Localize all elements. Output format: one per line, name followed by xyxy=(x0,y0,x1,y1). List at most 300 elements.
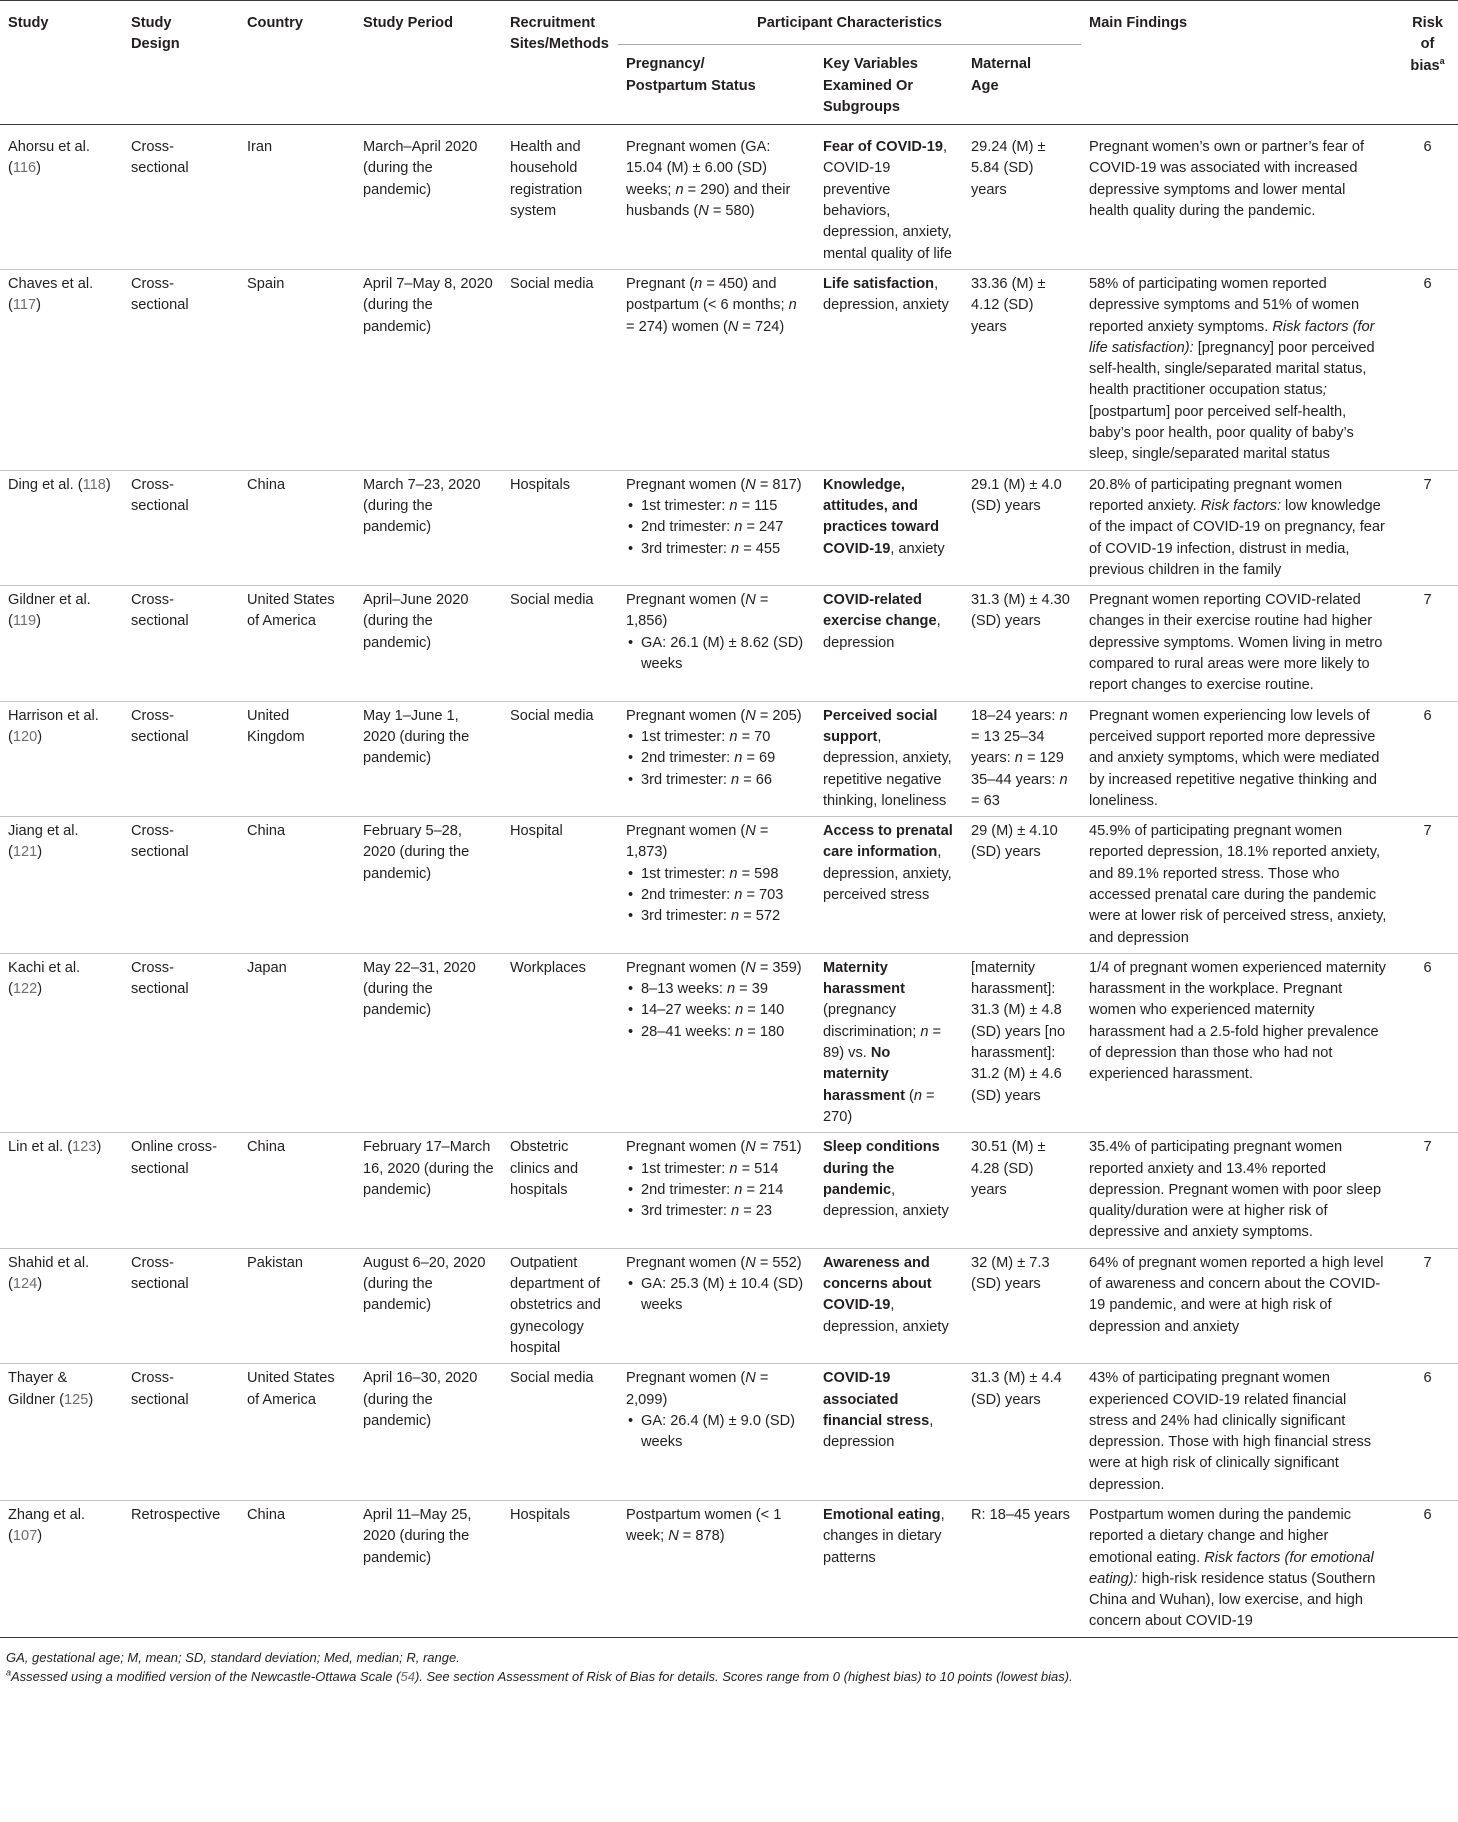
text-run: = 1,856) xyxy=(626,592,769,630)
risk-score: 7 xyxy=(1423,823,1432,840)
text-run: = 2,099) xyxy=(626,1370,769,1408)
maternal-age: [maternity harassment]: 31.3 (M) ± 4.8 (SD) years [no harassment]: 31.2 (M) ± 4.6 (SD) years xyxy=(971,959,1066,1104)
text-run: = 878) xyxy=(678,1528,725,1545)
text-run: = 290) and their husbands ( xyxy=(626,181,791,220)
text-run: N xyxy=(745,707,756,724)
table-row xyxy=(0,1133,1458,1248)
cell-study: Kachi et al. (122) xyxy=(8,959,81,998)
text-run: = 724) xyxy=(738,318,785,335)
text-run: = 580) xyxy=(708,203,755,220)
cell-key-variables xyxy=(815,1364,963,1501)
cell-recruitment xyxy=(502,817,618,954)
study-author: Jiang et al. xyxy=(8,823,79,840)
cell-maternal-age xyxy=(963,125,1081,270)
country: Japan xyxy=(247,959,287,976)
text-run: 3rd trimester: xyxy=(641,908,732,925)
cell-study-design xyxy=(123,125,239,270)
text-run: , depression, anxiety xyxy=(823,1181,949,1220)
text-run: 1st trimester: xyxy=(641,728,730,745)
text-run: n xyxy=(729,497,738,514)
study-reference: 121 xyxy=(12,844,38,861)
study-author: Ding et al. xyxy=(8,476,74,493)
study-reference: 107 xyxy=(12,1528,38,1545)
cell-risk-of-bias xyxy=(1397,269,1458,470)
text-run: n xyxy=(913,1087,922,1104)
cell-study-period xyxy=(355,1133,502,1248)
text-run: No maternity harassment xyxy=(823,1045,905,1104)
study-author: Shahid et al. xyxy=(8,1254,90,1271)
text-run: Pregnant women experiencing low levels of perceived support reported more depressive and anxiety symptoms, which were mediated by increased repetitive negative thinking and loneliness. xyxy=(1089,707,1380,809)
text-run: n xyxy=(731,908,740,925)
header-pregnancy-status: Pregnancy/ Postpartum Status xyxy=(626,56,756,94)
cell-pregnancy-status xyxy=(618,125,815,270)
status-summary xyxy=(626,821,807,864)
text-run: = 23 xyxy=(739,1203,773,1220)
cell-recruitment xyxy=(502,125,618,270)
cell-risk-of-bias xyxy=(1397,1133,1458,1248)
text-run: COVID-19 associated financial stress xyxy=(823,1370,930,1429)
text-run: Pregnant women ( xyxy=(626,1370,746,1387)
text-run: 2nd trimester: xyxy=(641,1181,735,1198)
status-subgroups xyxy=(626,633,807,676)
maternal-age: 33.36 (M) ± 4.12 (SD) years xyxy=(971,275,1046,335)
subgroup-item xyxy=(626,517,807,538)
subgroup-item xyxy=(626,770,807,791)
text-run: = 180 xyxy=(743,1023,785,1040)
cell-country xyxy=(239,125,355,270)
recruitment-sites: Social media xyxy=(510,707,594,724)
text-run: = 514 xyxy=(737,1160,779,1177)
text-run: 28–41 weeks: xyxy=(641,1023,736,1040)
text-run: high-risk residence status (Southern China and Wuhan), low exercise, and high concern about COVID-19 xyxy=(1089,1570,1376,1630)
text-run: Risk factors: xyxy=(1200,497,1281,514)
country: Spain xyxy=(247,275,285,292)
text-run: = 70 xyxy=(737,728,771,745)
maternal-age: 29 (M) ± 4.10 (SD) years xyxy=(971,823,1058,861)
text-run: , depression, anxiety xyxy=(823,275,949,314)
cell-study: Zhang et al. (107) xyxy=(8,1507,86,1545)
status-summary xyxy=(626,1505,807,1548)
cell-maternal-age xyxy=(963,269,1081,470)
status-subgroups xyxy=(626,979,807,1043)
recruitment-sites: Hospital xyxy=(510,823,563,840)
text-run: = 214 xyxy=(742,1181,784,1198)
maternal-age: 31.3 (M) ± 4.30 (SD) years xyxy=(971,592,1070,630)
text-run: Pregnant women ( xyxy=(626,592,746,609)
cell-key-variables xyxy=(815,1133,963,1248)
text-run: 45.9% of participating pregnant women reported depression, 18.1% reported anxiety, and 89.1% reported stress. Those who accessed prenatal care during the pandemic were at lower risk of perceived stress, anxiety, and depression xyxy=(1089,823,1387,946)
text-run: = 274) women ( xyxy=(626,318,728,335)
cell-study-design xyxy=(123,269,239,470)
text-run: n xyxy=(729,865,738,882)
text-run: 64% of pregnant women reported a high level of awareness and concern about the COVID-19 pandemic, and were at high risk of depression and anxiety xyxy=(1089,1254,1384,1335)
text-run: , depression, anxiety, repetitive negative thinking, loneliness xyxy=(823,728,952,809)
cell-main-findings xyxy=(1081,470,1397,585)
text-run: 1st trimester: xyxy=(641,1160,730,1177)
recruitment-sites: Obstetric clinics and hospitals xyxy=(510,1139,579,1198)
text-run: 2nd trimester: xyxy=(641,886,735,903)
subgroup-item xyxy=(626,864,807,885)
subgroup-item xyxy=(626,1274,807,1317)
status-summary xyxy=(626,274,807,338)
table-row xyxy=(0,470,1458,585)
text-run: = 455 xyxy=(739,540,781,557)
text-run: = 63 xyxy=(971,792,1000,809)
subgroup-item xyxy=(626,1022,807,1043)
text-run: n xyxy=(1059,771,1068,788)
text-run: n xyxy=(734,1181,743,1198)
text-run: n xyxy=(1059,707,1068,724)
cell-study-period xyxy=(355,701,502,816)
text-run: 2nd trimester: xyxy=(641,519,735,536)
cell-pregnancy-status xyxy=(618,953,815,1132)
cell-study-period xyxy=(355,1248,502,1363)
study-period: April–June 2020 (during the pandemic) xyxy=(363,592,469,651)
subgroup-item xyxy=(626,1411,807,1454)
study-design: Cross-sectional xyxy=(131,959,189,998)
text-run: , depression xyxy=(823,613,941,651)
cell-main-findings xyxy=(1081,953,1397,1132)
study-author: Gildner et al. xyxy=(8,592,91,609)
text-run: N xyxy=(745,1370,756,1387)
text-run: n xyxy=(727,981,736,998)
cell-study-design xyxy=(123,701,239,816)
header-study-design: Study Design xyxy=(123,1,239,125)
text-run: = 69 xyxy=(742,750,776,767)
study-design: Cross-sectional xyxy=(131,275,189,314)
cell-study: Gildner et al. (119) xyxy=(8,592,91,630)
header-study-period: Study Period xyxy=(355,1,502,125)
text-run: n xyxy=(731,540,740,557)
footnote-abbreviations: GA, gestational age; M, mean; SD, standard deviation; Med, median; R, range. xyxy=(6,1649,460,1665)
cell-key-variables xyxy=(815,586,963,701)
risk-score: 6 xyxy=(1423,707,1432,724)
cell-maternal-age xyxy=(963,586,1081,701)
cell-study: Shahid et al. (124) xyxy=(8,1254,90,1293)
subgroup-item xyxy=(626,906,807,927)
risk-score: 6 xyxy=(1423,1370,1432,1387)
cell-main-findings xyxy=(1081,1501,1397,1638)
text-run: N xyxy=(698,203,709,220)
study-reference: 122 xyxy=(12,981,38,998)
cell-pregnancy-status xyxy=(618,1501,815,1638)
text-run: 8–13 weeks: xyxy=(641,981,727,998)
text-run: COVID-related exercise change xyxy=(823,592,937,630)
status-subgroups xyxy=(626,864,807,928)
text-run: = 572 xyxy=(739,908,781,925)
cell-pregnancy-status xyxy=(618,1248,815,1363)
text-run: [postpartum] poor perceived self-health, baby’s poor health, poor quality of baby’s sleep, single/separated marital status xyxy=(1089,403,1354,463)
study-period: February 5–28, 2020 (during the pandemic) xyxy=(363,823,470,882)
text-run: GA: 26.4 (M) ± 9.0 (SD) weeks xyxy=(641,1412,795,1451)
header-risk-of-bias: Risk of bias$^a$ xyxy=(1397,1,1458,125)
cell-maternal-age xyxy=(963,1248,1081,1363)
text-run: Risk factors (for life satisfaction): xyxy=(1089,318,1375,356)
text-run: N xyxy=(745,823,756,840)
cell-risk-of-bias xyxy=(1397,470,1458,585)
study-author: Lin et al. xyxy=(8,1139,64,1156)
cell-recruitment xyxy=(502,1248,618,1363)
table-row xyxy=(0,1364,1458,1501)
text-run: n xyxy=(694,275,703,292)
cell-country xyxy=(239,1501,355,1638)
recruitment-sites: Hospitals xyxy=(510,1507,571,1523)
text-run: = 205) xyxy=(755,707,802,724)
cell-key-variables xyxy=(815,125,963,270)
text-run: Postpartum women (< 1 week; xyxy=(626,1507,782,1545)
cell-pregnancy-status xyxy=(618,269,815,470)
text-run: = 270) xyxy=(823,1087,935,1125)
text-run: 3rd trimester: xyxy=(641,1203,732,1220)
text-run: = 140 xyxy=(743,1002,785,1019)
text-run: N xyxy=(745,1139,756,1156)
text-run: Knowledge, attitudes, and practices toward COVID-19 xyxy=(823,476,939,557)
cell-recruitment xyxy=(502,1133,618,1248)
study-reference: 120 xyxy=(12,728,38,745)
text-run: , depression, anxiety, perceived stress xyxy=(823,844,952,903)
cell-study-period xyxy=(355,817,502,954)
study-author: Kachi et al. xyxy=(8,959,81,976)
cell-study-period xyxy=(355,953,502,1132)
cell-key-variables xyxy=(815,701,963,816)
text-run: , depression, anxiety xyxy=(823,1297,949,1335)
cell-country xyxy=(239,470,355,585)
recruitment-sites: Social media xyxy=(510,275,594,292)
text-run: Access to prenatal care information xyxy=(823,823,953,861)
cell-risk-of-bias xyxy=(1397,586,1458,701)
text-run: Pregnant women (GA: 15.04 (M) ± 6.00 (SD) weeks; xyxy=(626,139,771,198)
cell-key-variables xyxy=(815,269,963,470)
cell-study-design xyxy=(123,586,239,701)
status-summary xyxy=(626,475,807,496)
study-reference: 119 xyxy=(12,613,37,630)
text-run: Perceived social support xyxy=(823,707,938,745)
text-run: , COVID-19 preventive behaviors, depression, anxiety, mental quality of life xyxy=(823,139,952,262)
text-run: = 115 xyxy=(737,497,778,514)
cell-key-variables xyxy=(815,470,963,585)
cell-pregnancy-status xyxy=(618,586,815,701)
header-key-variables: Key Variables Examined Or Subgroups xyxy=(823,56,918,115)
cell-study: Harrison et al. (120) xyxy=(8,707,99,745)
cell-maternal-age xyxy=(963,953,1081,1132)
maternal-age: R: 18–45 years xyxy=(971,1507,1070,1523)
cell-main-findings xyxy=(1081,586,1397,701)
text-run: Maternity harassment xyxy=(823,959,905,998)
text-run: 3rd trimester: xyxy=(641,771,732,788)
study-reference: 123 xyxy=(72,1139,97,1156)
text-run: GA: 25.3 (M) ± 10.4 (SD) weeks xyxy=(641,1276,804,1314)
table-row xyxy=(0,1501,1458,1638)
cell-study-period xyxy=(355,125,502,270)
text-run: Pregnant women ( xyxy=(626,959,746,976)
cell-pregnancy-status xyxy=(618,1133,815,1248)
cell-main-findings xyxy=(1081,817,1397,954)
table-row xyxy=(0,817,1458,954)
text-run: Fear of COVID-19 xyxy=(823,139,944,156)
subgroup-item xyxy=(626,1180,807,1201)
study-period: April 7–May 8, 2020 (during the pandemic) xyxy=(363,275,493,335)
text-run: = 129 35–44 years: xyxy=(971,750,1064,788)
study-author: Chaves et al. xyxy=(8,275,94,292)
study-period: August 6–20, 2020 (during the pandemic) xyxy=(363,1254,486,1314)
text-run: n xyxy=(734,886,743,903)
text-run: ( xyxy=(904,1087,914,1104)
maternal-age: 32 (M) ± 7.3 (SD) years xyxy=(971,1254,1050,1293)
study-reference: 125 xyxy=(63,1391,89,1408)
table-row xyxy=(0,586,1458,701)
subgroup-item xyxy=(626,885,807,906)
text-run: = 359) xyxy=(755,959,802,976)
maternal-age: 31.3 (M) ± 4.4 (SD) years xyxy=(971,1370,1062,1408)
text-run: 35.4% of participating pregnant women reported anxiety and 13.4% reported depression. Pregnant women with poor sleep quality/duration were at higher risk of depressive and anxiety symptoms. xyxy=(1089,1139,1382,1241)
subgroup-item xyxy=(626,496,807,517)
cell-study-design xyxy=(123,1248,239,1363)
cell-maternal-age xyxy=(963,817,1081,954)
country: China xyxy=(247,823,286,840)
cell-study: Thayer & Gildner (125) xyxy=(8,1370,94,1408)
study-design: Retrospective xyxy=(131,1507,221,1523)
cell-recruitment xyxy=(502,586,618,701)
text-run: , anxiety xyxy=(890,540,945,557)
cell-study-period xyxy=(355,1364,502,1501)
text-run: 43% of participating pregnant women experienced COVID-19 related financial stress and 24% had clinically significant depression. Those with high financial stress were at high risk of clinically significant depression. xyxy=(1089,1370,1372,1493)
cell-study-period xyxy=(355,470,502,585)
text-run: N xyxy=(727,318,739,335)
subgroup-item xyxy=(626,727,807,748)
country: China xyxy=(247,1507,286,1523)
text-run: N xyxy=(745,959,756,976)
study-author: Zhang et al. xyxy=(8,1507,86,1523)
text-run: n xyxy=(729,1160,738,1177)
country: Iran xyxy=(247,139,273,156)
study-period: March–April 2020 (during the pandemic) xyxy=(363,139,478,198)
text-run: Life satisfaction xyxy=(823,275,935,292)
study-design: Cross-sectional xyxy=(131,707,189,745)
cell-key-variables xyxy=(815,1501,963,1638)
table-footnotes xyxy=(0,1638,1458,1686)
text-run: = 89) vs. xyxy=(823,1023,942,1062)
cell-study-design xyxy=(123,1364,239,1501)
cell-pregnancy-status xyxy=(618,817,815,954)
text-run: Pregnant women ( xyxy=(626,707,746,724)
cell-country xyxy=(239,586,355,701)
study-reference: 116 xyxy=(12,160,37,177)
cell-country xyxy=(239,701,355,816)
text-run: Risk factors (for emotional eating): xyxy=(1089,1549,1374,1587)
cell-study-period xyxy=(355,269,502,470)
table-header xyxy=(0,1,1458,125)
cell-recruitment xyxy=(502,953,618,1132)
status-subgroups xyxy=(626,496,807,560)
cell-study: Ahorsu et al. (116) xyxy=(8,139,90,177)
recruitment-sites: Health and household registration system xyxy=(510,139,583,220)
cell-recruitment xyxy=(502,470,618,585)
cell-key-variables xyxy=(815,953,963,1132)
cell-study: Lin et al. (123) xyxy=(8,1139,102,1156)
text-run: 1/4 of pregnant women experienced maternity harassment in the workplace. Pregnant women who experienced maternity harassment had a 2.5-fold higher prevalence of depression than those who had not experienced harassment. xyxy=(1089,959,1386,1083)
cell-study-period xyxy=(355,1501,502,1638)
risk-score: 6 xyxy=(1423,1507,1432,1523)
text-run: Awareness and concerns about COVID-19 xyxy=(823,1254,932,1314)
cell-pregnancy-status xyxy=(618,470,815,585)
recruitment-sites: Outpatient department of obstetrics and gynecology hospital xyxy=(510,1254,601,1356)
text-run: 1st trimester: xyxy=(641,497,730,514)
country: Pakistan xyxy=(247,1254,303,1271)
text-run: ; xyxy=(1322,382,1327,399)
text-run: = 13 25–34 years: xyxy=(971,728,1045,767)
cell-pregnancy-status xyxy=(618,1364,815,1501)
study-reference: 124 xyxy=(12,1276,38,1293)
study-design: Online cross-sectional xyxy=(131,1139,217,1177)
study-design: Cross-sectional xyxy=(131,592,189,630)
country: China xyxy=(247,476,286,493)
cell-main-findings xyxy=(1081,1364,1397,1501)
text-run: Postpartum women during the pandemic reported a dietary change and higher emotional eating. xyxy=(1089,1507,1352,1566)
cell-main-findings xyxy=(1081,1248,1397,1363)
cell-country xyxy=(239,1364,355,1501)
text-run: = 66 xyxy=(739,771,773,788)
subgroup-item xyxy=(626,748,807,769)
table-row xyxy=(0,701,1458,816)
cell-maternal-age xyxy=(963,701,1081,816)
text-run: low knowledge of the impact of COVID-19 on pregnancy, fear of COVID-19 infection, distrust in media, previous children in the family xyxy=(1089,497,1385,578)
text-run: Emotional eating xyxy=(823,1507,941,1523)
text-run: n xyxy=(1014,750,1023,767)
risk-score: 7 xyxy=(1423,592,1432,609)
recruitment-sites: Hospitals xyxy=(510,476,571,493)
header-study: Study xyxy=(0,1,123,125)
study-design: Cross-sectional xyxy=(131,476,189,514)
text-run: 20.8% of participating pregnant women reported anxiety. xyxy=(1089,476,1343,514)
text-run: = 817) xyxy=(755,476,802,493)
country: China xyxy=(247,1139,286,1156)
text-run: GA: 26.1 (M) ± 8.62 (SD) weeks xyxy=(641,634,804,673)
cell-study-design xyxy=(123,470,239,585)
text-run: = 751) xyxy=(755,1139,802,1156)
status-summary xyxy=(626,706,807,727)
text-run: Pregnant women ( xyxy=(626,476,746,493)
status-summary xyxy=(626,1253,807,1274)
text-run: 3rd trimester: xyxy=(641,540,732,557)
table-row xyxy=(0,1248,1458,1363)
text-run: Sleep conditions during the pandemic xyxy=(823,1139,940,1198)
text-run: Pregnant ( xyxy=(626,275,695,292)
text-run: 18–24 years: xyxy=(971,707,1060,724)
text-run: 2nd trimester: xyxy=(641,750,735,767)
risk-score: 7 xyxy=(1423,1139,1432,1156)
cell-study: Ding et al. (118) xyxy=(8,476,111,493)
text-run: = 552) xyxy=(755,1254,802,1271)
cell-country xyxy=(239,269,355,470)
subgroup-item xyxy=(626,1201,807,1222)
cell-study: Chaves et al. (117) xyxy=(8,275,94,314)
text-run: N xyxy=(668,1528,679,1545)
risk-score: 7 xyxy=(1423,476,1432,493)
text-run: = 450) and postpartum (< 6 months; xyxy=(626,275,789,314)
header-maternal-age: Maternal Age xyxy=(971,56,1032,94)
table-body xyxy=(0,125,1458,1638)
cell-risk-of-bias xyxy=(1397,953,1458,1132)
text-run: = 247 xyxy=(742,519,784,536)
text-run: n xyxy=(729,728,738,745)
country: United States of America xyxy=(247,1370,335,1408)
cell-maternal-age xyxy=(963,1133,1081,1248)
text-run: 1st trimester: xyxy=(641,865,730,882)
study-reference: 117 xyxy=(12,297,37,314)
cell-study-design xyxy=(123,1501,239,1638)
text-run: n xyxy=(675,181,684,198)
text-run: n xyxy=(735,1002,744,1019)
